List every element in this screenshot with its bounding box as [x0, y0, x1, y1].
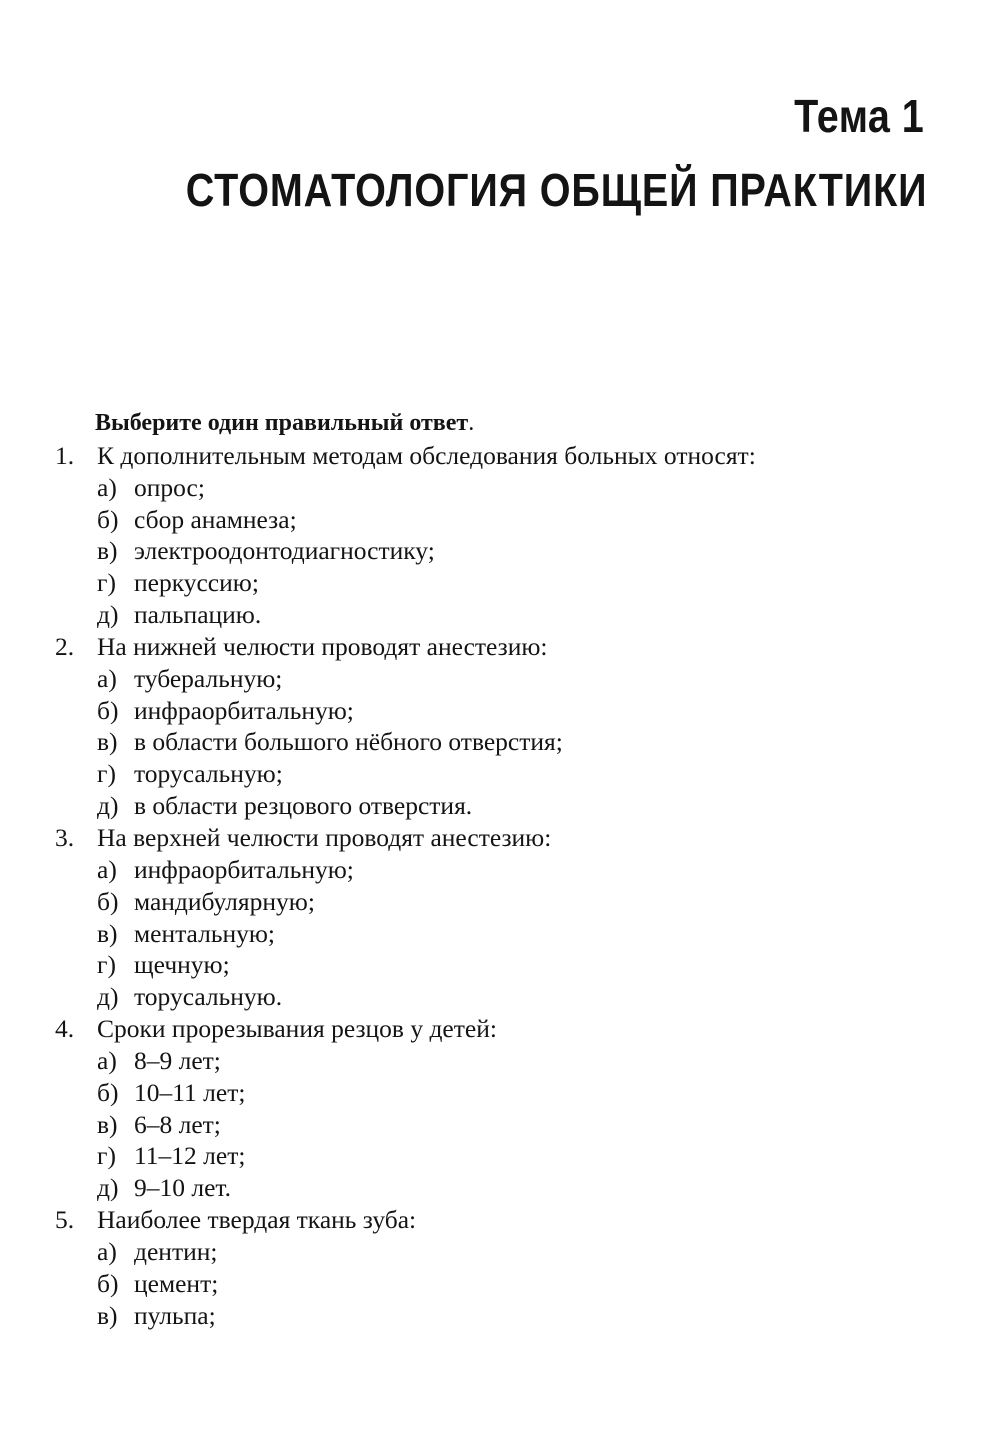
option-letter: а): [97, 663, 117, 693]
answer-option: [97, 758, 935, 790]
answer-option: [97, 1140, 935, 1172]
question-text: К дополнительным методам обследования больных относят:: [97, 440, 756, 470]
option-text: инфраорбитальную;: [134, 695, 354, 725]
answer-option: [97, 886, 935, 918]
option-letter: б): [97, 1268, 119, 1298]
option-letter: а): [97, 472, 117, 502]
question-line: [55, 822, 935, 854]
option-letter: в): [97, 1300, 118, 1330]
answer-option: [97, 854, 935, 886]
question-line: [55, 1013, 935, 1045]
answer-option: [97, 695, 935, 727]
option-text: 9–10 лет.: [134, 1173, 232, 1203]
option-text: туберальную;: [134, 663, 283, 693]
answer-option: [97, 535, 935, 567]
question-line: [55, 1204, 935, 1236]
question-line: [55, 440, 935, 472]
option-text: пульпа;: [134, 1300, 216, 1330]
question-text: На верхней челюсти проводят анестезию:: [97, 822, 552, 852]
answer-option: [97, 949, 935, 981]
answer-option: [97, 567, 935, 599]
question-number: 2.: [55, 631, 75, 661]
option-text: 11–12 лет;: [134, 1141, 246, 1171]
answer-option: [97, 1300, 935, 1332]
option-letter: г): [97, 1141, 116, 1171]
question-text: Наиболее твердая ткань зуба:: [97, 1205, 417, 1235]
answer-option: [97, 1045, 935, 1077]
option-text: пальпацию.: [134, 600, 262, 630]
option-text: 8–9 лет;: [134, 1045, 221, 1075]
question-number: 4.: [55, 1014, 75, 1044]
question-item: [55, 1013, 935, 1204]
option-text: 10–11 лет;: [134, 1077, 246, 1107]
instruction-text: Выберите один правильный ответ: [95, 410, 469, 436]
option-letter: а): [97, 1236, 117, 1266]
option-letter: б): [97, 886, 119, 916]
option-letter: д): [97, 600, 119, 630]
question-number: 5.: [55, 1205, 75, 1235]
option-letter: г): [97, 568, 116, 598]
answer-option: [97, 599, 935, 631]
instruction: [95, 408, 935, 440]
question-item: [55, 631, 935, 822]
option-text: опрос;: [134, 472, 205, 502]
option-text: в области резцового отверстия.: [134, 791, 473, 821]
option-text: торусальную;: [134, 759, 283, 789]
option-letter: д): [97, 982, 119, 1012]
answer-option: [97, 1236, 935, 1268]
answer-option: [97, 663, 935, 695]
option-letter: б): [97, 1077, 119, 1107]
answer-option: [97, 1077, 935, 1109]
option-text: электроодонтодиагностику;: [134, 536, 435, 566]
question-text: Сроки прорезывания резцов у детей:: [97, 1014, 497, 1044]
option-list: [55, 472, 935, 631]
answer-option: [97, 1172, 935, 1204]
instruction-period: .: [468, 410, 475, 436]
option-letter: а): [97, 854, 117, 884]
option-letter: д): [97, 1173, 119, 1203]
answer-option: [97, 726, 935, 758]
question-number: 3.: [55, 822, 75, 852]
option-text: в области большого нёбного отверстия;: [134, 727, 563, 757]
answer-option: [97, 790, 935, 822]
option-letter: а): [97, 1045, 117, 1075]
topic-title: СТОМАТОЛОГИЯ ОБЩЕЙ ПРАКТИКИ: [185, 164, 927, 216]
option-letter: в): [97, 536, 118, 566]
option-text: перкуссию;: [134, 568, 259, 598]
option-text: торусальную.: [134, 982, 283, 1012]
option-list: [55, 854, 935, 1013]
option-letter: г): [97, 759, 116, 789]
option-text: мандибулярную;: [134, 886, 315, 916]
option-list: [55, 663, 935, 822]
test-content: [55, 408, 935, 1331]
option-letter: г): [97, 950, 116, 980]
question-item: [55, 822, 935, 1013]
option-text: инфраорбитальную;: [134, 854, 354, 884]
answer-option: [97, 504, 935, 536]
option-text: цемент;: [134, 1268, 219, 1298]
option-letter: д): [97, 791, 119, 821]
answer-option: [97, 918, 935, 950]
option-text: 6–8 лет;: [134, 1109, 221, 1139]
question-line: [55, 631, 935, 663]
answer-option: [97, 472, 935, 504]
topic-label: Тема 1: [794, 90, 924, 142]
option-letter: в): [97, 918, 118, 948]
question-item: [55, 440, 935, 631]
option-letter: в): [97, 1109, 118, 1139]
question-list: [55, 440, 935, 1332]
answer-option: [97, 1268, 935, 1300]
answer-option: [97, 1109, 935, 1141]
option-text: щечную;: [134, 950, 230, 980]
option-text: дентин;: [134, 1236, 218, 1266]
option-text: ментальную;: [134, 918, 275, 948]
option-list: [55, 1045, 935, 1204]
question-number: 1.: [55, 440, 75, 470]
option-list: [55, 1236, 935, 1332]
option-letter: б): [97, 695, 119, 725]
question-text: На нижней челюсти проводят анестезию:: [97, 631, 548, 661]
answer-option: [97, 981, 935, 1013]
option-letter: б): [97, 504, 119, 534]
option-text: сбор анамнеза;: [134, 504, 297, 534]
option-letter: в): [97, 727, 118, 757]
question-item: [55, 1204, 935, 1331]
